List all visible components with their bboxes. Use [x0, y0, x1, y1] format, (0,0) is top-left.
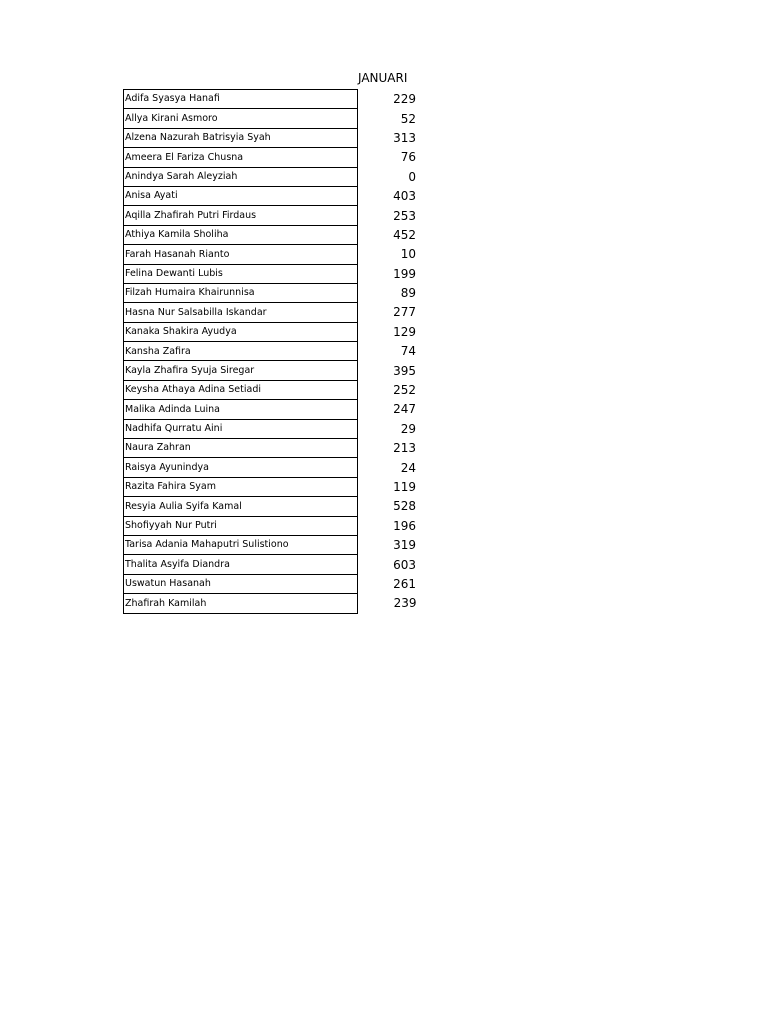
- table-row: [124, 245, 418, 264]
- row-value-cell: 277: [393, 305, 416, 320]
- row-value-cell: 253: [393, 208, 416, 223]
- row-value-cell: 239: [393, 596, 417, 611]
- row-name-cell: Resyia Aulia Syifa Kamal: [124, 497, 358, 516]
- row-value-cell: 74: [400, 344, 416, 359]
- row-value-cell: 10: [400, 247, 416, 262]
- table-row: [124, 361, 418, 380]
- row-name-cell: Alzena Nazurah Batrisyia Syah: [124, 128, 358, 147]
- row-name-cell: Shofiyyah Nur Putri: [124, 516, 358, 535]
- row-name-cell: Athiya Kamila Sholiha: [124, 225, 358, 244]
- row-name-cell: Naura Zahran: [124, 439, 358, 458]
- table-row: [124, 128, 418, 147]
- table-row: [124, 322, 418, 341]
- row-name-cell: Felina Dewanti Lubis: [124, 264, 358, 283]
- table-row: [124, 555, 418, 574]
- row-name-cell: Nadhifa Qurratu Aini: [124, 419, 358, 438]
- table-row: [124, 148, 418, 167]
- table-row: [124, 342, 418, 361]
- table-row: [124, 283, 418, 302]
- row-value-cell: 129: [393, 324, 416, 339]
- row-value-cell: 24: [400, 460, 416, 475]
- row-value-cell: 247: [393, 402, 416, 417]
- row-value-cell: 213: [393, 441, 416, 456]
- table-row: [124, 264, 418, 283]
- table-row: [124, 186, 418, 205]
- row-value-cell: 229: [393, 92, 416, 107]
- row-name-cell: Malika Adinda Luina: [124, 400, 358, 419]
- row-name-cell: Anindya Sarah Aleyziah: [124, 167, 358, 186]
- row-name-cell: Keysha Athaya Adina Setiadi: [124, 380, 358, 399]
- row-value-cell: 395: [393, 363, 416, 378]
- row-name-cell: Zhafirah Kamilah: [124, 594, 358, 613]
- row-value-cell: 252: [393, 383, 416, 398]
- table-row: [124, 535, 418, 554]
- table-row: [124, 109, 418, 128]
- row-name-cell: Raisya Ayunindya: [124, 458, 358, 477]
- table-row: [124, 439, 418, 458]
- row-value-cell: 29: [400, 421, 416, 436]
- table-row: [124, 380, 418, 399]
- column-header-month: JANUARI: [358, 71, 408, 85]
- row-value-cell: 52: [400, 111, 416, 126]
- data-table: [123, 89, 418, 614]
- table-row: [124, 167, 418, 186]
- row-value-cell: 528: [393, 499, 416, 514]
- row-name-cell: Filzah Humaira Khairunnisa: [124, 283, 358, 302]
- row-value-cell: 199: [393, 266, 416, 281]
- table-body: [124, 90, 418, 614]
- row-name-cell: Ameera El Fariza Chusna: [124, 148, 358, 167]
- table-row: [124, 206, 418, 225]
- row-name-cell: Anisa Ayati: [124, 186, 358, 205]
- row-value-cell: 313: [393, 130, 416, 145]
- row-name-cell: Kansha Zafira: [124, 342, 358, 361]
- table-row: [124, 303, 418, 322]
- row-name-cell: Aqilla Zhafirah Putri Firdaus: [124, 206, 358, 225]
- table-row: [124, 419, 418, 438]
- row-value-cell: 403: [393, 189, 416, 204]
- row-value-cell: 0: [408, 169, 416, 184]
- row-name-cell: Thalita Asyifa Diandra: [124, 555, 358, 574]
- row-value-cell: 196: [393, 518, 416, 533]
- table-row: [124, 594, 418, 613]
- row-name-cell: Uswatun Hasanah: [124, 574, 358, 593]
- row-name-cell: Adifa Syasya Hanafi: [124, 90, 358, 109]
- row-name-cell: Kanaka Shakira Ayudya: [124, 322, 358, 341]
- row-name-cell: Tarisa Adania Mahaputri Sulistiono: [124, 535, 358, 554]
- table-row: [124, 458, 418, 477]
- row-name-cell: Razita Fahira Syam: [124, 477, 358, 496]
- row-name-cell: Allya Kirani Asmoro: [124, 109, 358, 128]
- table-row: [124, 574, 418, 593]
- table-row: [124, 477, 418, 496]
- row-value-cell: 89: [400, 286, 416, 301]
- row-value-cell: 261: [393, 576, 416, 591]
- table-row: [124, 497, 418, 516]
- row-value-cell: 319: [393, 538, 416, 553]
- table-row: [124, 516, 418, 535]
- row-name-cell: Farah Hasanah Rianto: [124, 245, 358, 264]
- row-name-cell: Kayla Zhafira Syuja Siregar: [124, 361, 358, 380]
- table-row: [124, 225, 418, 244]
- table-row: [124, 90, 418, 109]
- row-value-cell: 76: [400, 150, 416, 165]
- row-name-cell: Hasna Nur Salsabilla Iskandar: [124, 303, 358, 322]
- row-value-cell: 452: [393, 227, 416, 242]
- table-row: [124, 400, 418, 419]
- row-value-cell: 603: [393, 557, 416, 572]
- row-value-cell: 119: [393, 480, 416, 494]
